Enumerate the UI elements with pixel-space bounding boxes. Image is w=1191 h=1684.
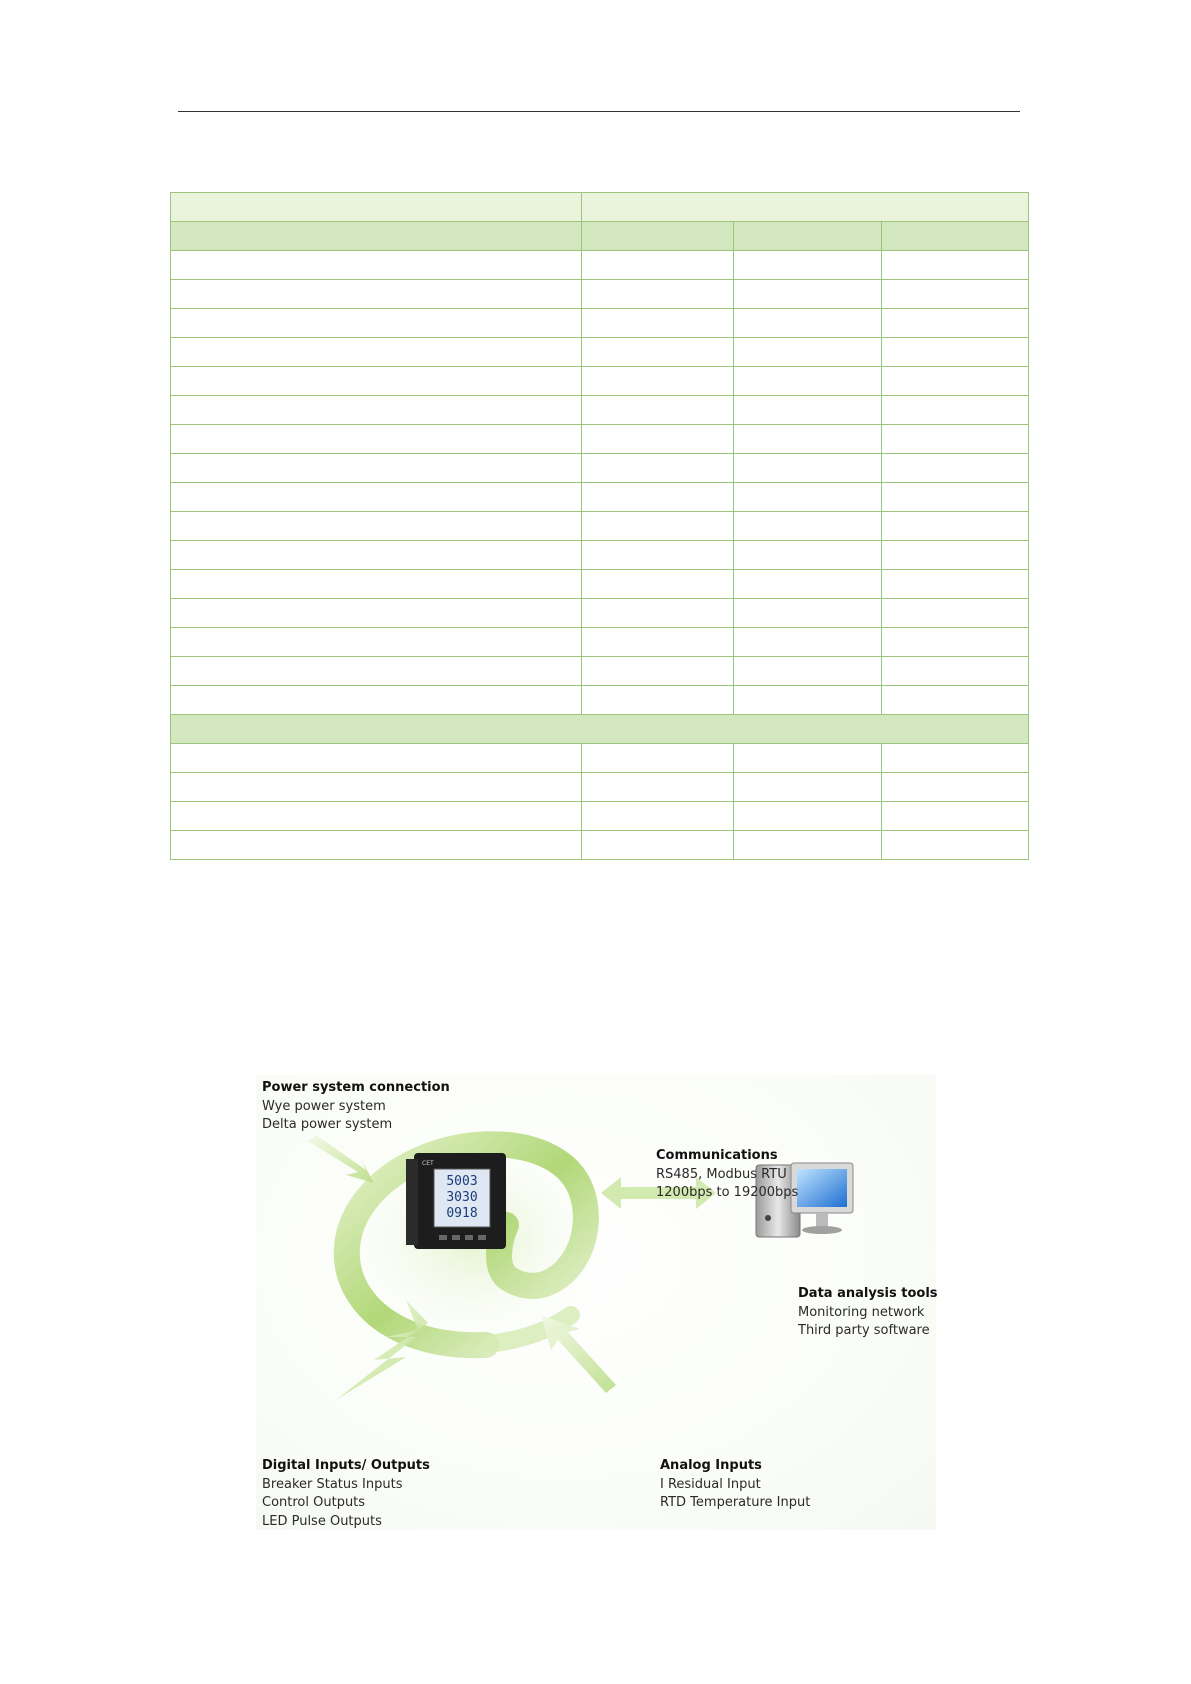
data-analysis-line: Monitoring network: [798, 1304, 925, 1320]
power-system-line: Wye power system: [262, 1098, 386, 1114]
digital-io-line: Control Outputs: [262, 1495, 366, 1510]
table-row: [171, 483, 1029, 512]
table-row: [171, 628, 1029, 657]
data-analysis-line: Third party software: [798, 1323, 930, 1338]
power-meter-icon: [406, 1153, 506, 1249]
data-analysis-title: Data analysis tools: [798, 1286, 938, 1301]
analog-inputs-line: RTD Temperature Input: [660, 1495, 811, 1510]
communications-line: RS485, Modbus RTU: [656, 1166, 787, 1182]
table-row: [171, 338, 1029, 367]
table-subheader-row: [171, 222, 1029, 251]
power-arrow: [308, 1135, 374, 1183]
digital-io-line: LED Pulse Outputs: [262, 1513, 382, 1529]
meter-reading-3: 0918: [446, 1206, 478, 1221]
table-row: [171, 744, 1029, 773]
table-row: [171, 280, 1029, 309]
analog-inputs-line: I Residual Input: [660, 1476, 761, 1492]
system-diagram: [256, 1075, 936, 1530]
communications-line: 1200bps to 19200bps: [656, 1185, 799, 1200]
table-row: [171, 396, 1029, 425]
spec-table: [170, 192, 1029, 860]
meter-reading-2: 3030: [446, 1190, 478, 1205]
header-rule: [178, 111, 1020, 112]
analog-inputs-label: [660, 1457, 810, 1513]
table-row: [171, 657, 1029, 686]
data-analysis-label: [798, 1285, 938, 1341]
table-row: [171, 454, 1029, 483]
power-system-line: Delta power system: [262, 1117, 393, 1132]
digital-io-title: Digital Inputs/ Outputs: [262, 1458, 430, 1473]
digital-io-line: Breaker Status Inputs: [262, 1476, 403, 1492]
digital-io-label: [262, 1457, 430, 1531]
table-row: [171, 802, 1029, 831]
table-row: [171, 541, 1029, 570]
communications-title: Communications: [656, 1148, 778, 1163]
table-row: [171, 251, 1029, 280]
table-row: [171, 425, 1029, 454]
table-header-row: [171, 193, 1029, 222]
table-row: [171, 512, 1029, 541]
communications-label: [656, 1147, 798, 1203]
table-row: [171, 570, 1029, 599]
power-system-label: [262, 1079, 450, 1135]
table-row: [171, 773, 1029, 802]
table-row: [171, 367, 1029, 396]
analog-inputs-title: Analog Inputs: [660, 1458, 762, 1473]
table-row: [171, 686, 1029, 715]
meter-reading-1: 5003: [446, 1174, 478, 1189]
table-row: [171, 309, 1029, 338]
table-row: [171, 831, 1029, 860]
meter-brand: CET: [422, 1160, 434, 1167]
table-section-row: [171, 715, 1029, 744]
power-system-title: Power system connection: [262, 1080, 450, 1095]
table-row: [171, 599, 1029, 628]
